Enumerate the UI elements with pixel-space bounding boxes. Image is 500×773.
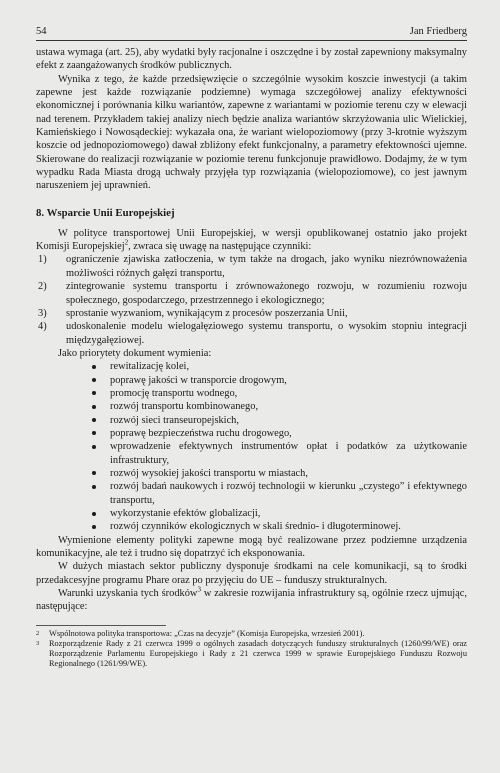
footnote	[36, 639, 467, 669]
bullet-icon	[92, 378, 96, 382]
bullet-item	[92, 480, 467, 507]
bullet-item	[92, 440, 467, 467]
list-text: sprostanie wyzwaniom, wynikającym z procesów poszerzania Unii,	[66, 307, 348, 319]
list-item	[36, 307, 467, 320]
bullet-text: promocję transportu wodnego,	[110, 387, 238, 399]
bullet-item	[92, 374, 467, 387]
bullet-text: poprawę jakości w transporcie drogowym,	[110, 374, 287, 386]
bullet-item	[92, 387, 467, 400]
bullet-text: rozwój transportu kombinowanego,	[110, 401, 259, 413]
footnote-ref-3: 3	[197, 585, 201, 594]
footnote-text: Wspólnotowa polityka transportowa: „Czas na decyzje” (Komisja Europejska, wrzesień 2001).	[49, 628, 365, 638]
bullet-text: rozwój wysokiej jakości transportu w miastach,	[110, 467, 308, 479]
bullet-icon	[92, 525, 96, 529]
bullet-icon	[92, 418, 96, 422]
list-text: ograniczenie zjawiska zatłoczenia, w tym także na drogach, jako wyniku niezrównoważenia możliwości różnych gałęzi transportu,	[66, 254, 467, 279]
bullet-text: rozwój czynników ekologicznych w skali średnio- i długoterminowej.	[110, 521, 401, 533]
intro-text: W polityce transportowej Unii Europejskiej, w wersji opublikowanej ostatnio jako projekt Komisji Europejskiej	[36, 227, 467, 253]
bullet-text: poprawę bezpieczeństwa ruchu drogowego,	[110, 427, 292, 439]
list-text: zintegrowanie systemu transportu i zrównoważonego rozwoju, w rozumieniu rozwoju społecznego, gospodarczego, przestrzennego i ekologicznego;	[66, 281, 467, 306]
bullet-text: rewitalizację kolei,	[110, 361, 190, 373]
priorities-list	[36, 360, 467, 533]
bullet-icon	[92, 405, 96, 409]
bullet-item	[92, 467, 467, 480]
footnote-number: 2	[36, 629, 40, 637]
bullet-item	[92, 360, 467, 373]
body-text	[36, 46, 467, 614]
bullet-text: rozwój badań naukowych i rozwój technologii w kierunku „czystego” i efektywnego transportu,	[110, 481, 467, 506]
page-number: 54	[36, 26, 47, 37]
conditions-text: Warunki uzyskania tych środków	[58, 588, 198, 600]
conditions-text-cont: w zakresie rozwijania infrastruktury są, ogólnie rzecz ujmując, następujące:	[36, 588, 467, 613]
bullet-item	[92, 400, 467, 413]
bullet-icon	[92, 471, 96, 475]
bullet-item	[92, 414, 467, 427]
bullet-icon	[92, 431, 96, 435]
footnote-separator	[36, 625, 166, 626]
list-number: 1)	[38, 254, 47, 266]
bullet-item	[92, 520, 467, 533]
footnote-ref-2: 2	[124, 238, 129, 247]
bullet-icon	[92, 485, 96, 489]
paragraph-continuation: ustawa wymaga (art. 25), aby wydatki były racjonalne i oszczędne i by został zapewniony maksymalny efekt z zaangażowanych środków publicznych.	[36, 47, 467, 72]
list-number: 2)	[38, 281, 47, 293]
bullet-icon	[92, 365, 96, 369]
footnotes	[36, 629, 467, 669]
paragraph-analysis: Wynika z tego, że każde przedsięwzięcie o szczególnie wysokim koszcie inwestycji (a takim zapewne jest każde rozwiązanie podziemne) wymaga szczegółowej analizy efektywności ekonomicznej i porównania kilku wariantów, zapewne z wariantami w poziomie terenu czy w elewacji nad terenem. Przykładem takiej analizy niech będzie analiza wariantów skrzyżowania ulic Wielickiej, Kamieńskiego i Nowosądeckiej: wykazała ona, że wariant wielopoziomowy (przy 3-krotnie wyższym koszcie od jednopoziomowego) dawał zbliżony efekt funkcjonalny, a parametry efektowności ujemne. Skierowane do realizacji rozwiązanie w poziomie terenu funkcjonuje prawidłowo. Dodajmy, że w tym wypadku Rada Miasta drogą uchwały przyjęła typ rozwiązania (wielopoziomowe), co jest jawnym naruszeniem jej uprawnień.	[36, 73, 467, 192]
paragraph-elements: Wymienione elementy polityki zapewne mogą być realizowane przez podziemne urządzenia komunikacyjne, ale też i trudno się dopatrzyć ich eksponowania.	[36, 534, 467, 560]
intro-text-cont: , zwraca się uwagę na następujące czynniki:	[128, 241, 312, 253]
list-number: 4)	[38, 321, 47, 333]
bullet-text: rozwój sieci transeuropejskich,	[110, 414, 239, 426]
bullet-text: wprowadzenie efektywnych instrumentów opłat i podatków za użytkowanie infrastruktury,	[110, 441, 467, 466]
paragraph-conditions	[36, 587, 467, 614]
section-heading: 8. Wsparcie Unii Europejskiej	[36, 206, 175, 219]
bullet-icon	[92, 445, 96, 449]
list-item	[36, 253, 467, 280]
bullet-icon	[92, 391, 96, 395]
list-item	[36, 280, 467, 307]
bullet-item	[92, 507, 467, 520]
running-author: Jan Friedberg	[409, 26, 467, 37]
paragraph-funding: W dużych miastach sektor publiczny dysponuje środkami na cele komunikacji, są to środki przedakcesyjne programu Phare oraz po przyjęciu do UE – funduszy strukturalnych.	[36, 561, 467, 586]
factors-list	[36, 253, 467, 346]
list-text: udoskonalenie modelu wielogałęziowego systemu transportu, o wysokim stopniu integracji międzygałęziowej.	[66, 321, 467, 346]
footnote-number: 3	[36, 639, 40, 647]
paragraph-eu-intro	[36, 227, 467, 254]
list-item	[36, 320, 467, 347]
bullet-text: wykorzystanie efektów globalizacji,	[110, 508, 261, 519]
footnote-text: Rozporządzenie Rady z 21 czerwca 1999 o ogólnych zasadach dotyczących funduszy strukturalnych (1260/99/WE) oraz Rozporządzenie Parlamentu Europejskiego i Rady z 21 czerwca 1999 w sprawie Europejskiego Funduszu Rozwoju Regionalnego (1261/99/WE).	[49, 638, 467, 668]
page-header	[36, 26, 467, 41]
priorities-lead: Jako priorytety dokument wymienia:	[58, 347, 212, 359]
footnote	[36, 629, 467, 639]
bullet-item	[92, 427, 467, 440]
bullet-icon	[92, 512, 96, 516]
list-number: 3)	[38, 307, 47, 319]
